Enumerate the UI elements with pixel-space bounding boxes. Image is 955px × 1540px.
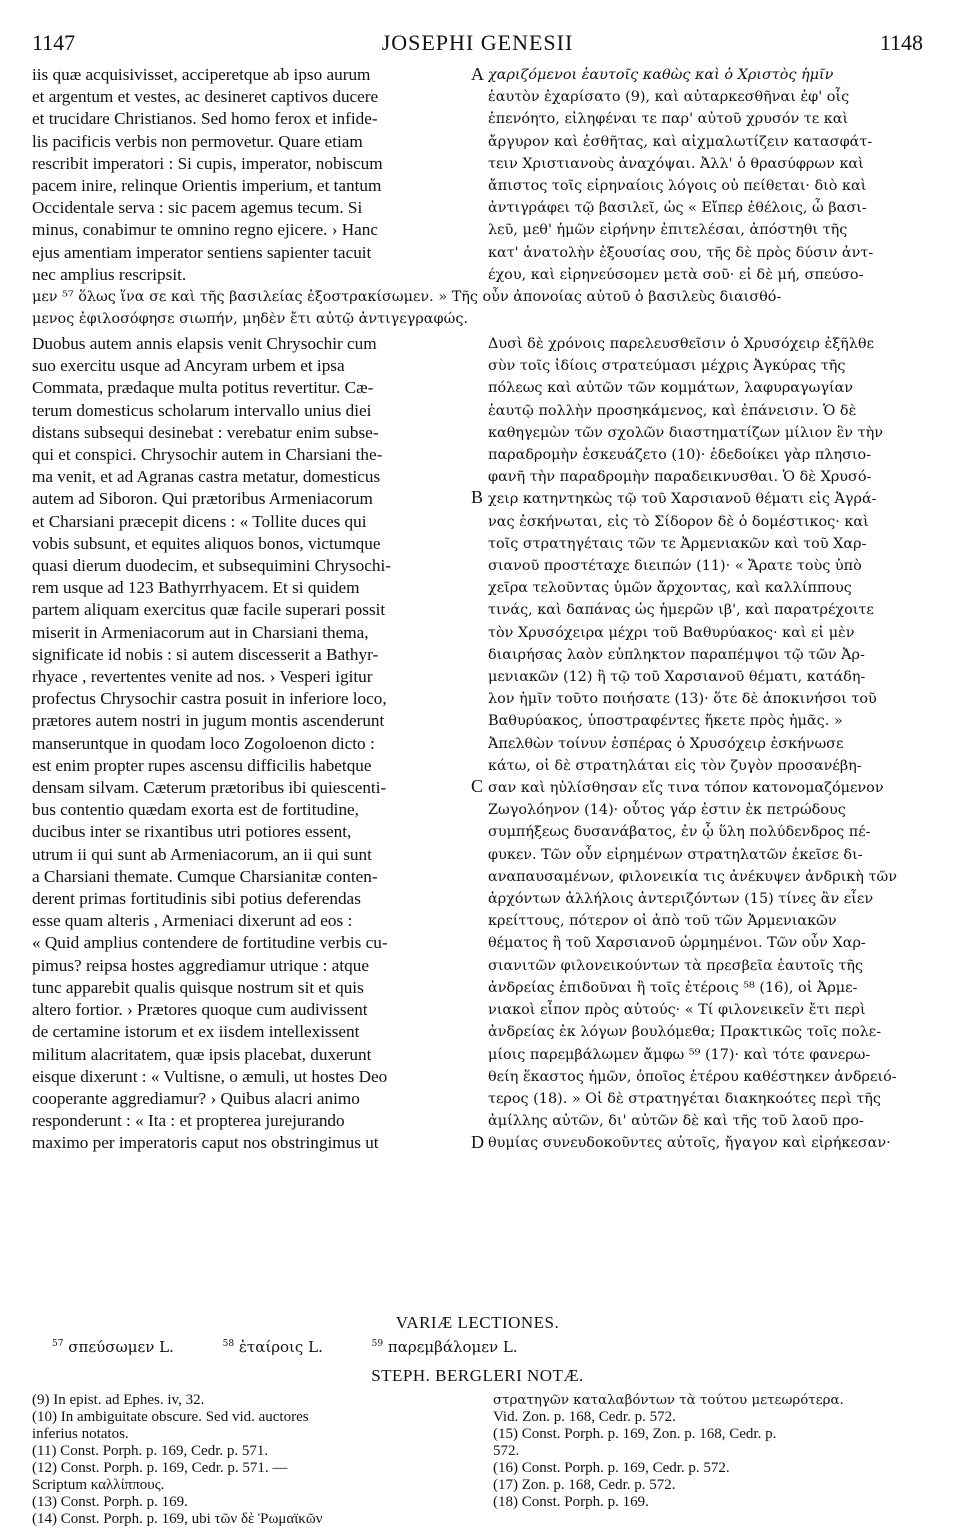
variae-heading: VARIÆ LECTIONES. bbox=[395, 1313, 560, 1332]
greek-line: μενιακῶν (12) ἢ τῷ τοῦ Χαρσιανοῦ θέματι, κατάδη- bbox=[488, 669, 866, 686]
greek-line: θυμίας συνευδοκοῦντες αὐτοῖς, ἤγαγον καὶ εἰρήκεσαν· bbox=[488, 1135, 891, 1152]
latin-line: Commata, prædaque multa potitus revertitur. Cæ- bbox=[32, 378, 374, 398]
latin-line: rem usque ad 123 Bathyrrhyacem. Et si quidem bbox=[32, 578, 360, 598]
variant-item: $^{59}$ παρεμβάλομεν L. bbox=[371, 1338, 518, 1356]
latin-line: pacem inire, relinque Orientis imperium, et tantum bbox=[32, 176, 382, 196]
greek-line: σαν καὶ ηὐλίσθησαν εἴς τινα τόπον κατονομαζόμενον bbox=[488, 780, 884, 797]
latin-line: partem aliquam exercitus quæ facile superari possit bbox=[32, 600, 386, 620]
latin-line: responderunt : « Ita : et propterea jurejurando bbox=[32, 1111, 345, 1131]
greek-line: κατ' ἀνατολὴν ἐξουσίας σου, τῆς δὲ πρὸς δύσιν ἀντ- bbox=[488, 244, 874, 261]
latin-column-main bbox=[32, 333, 470, 1155]
latin-line: ma venit, et ad Agranas castra metatur, domesticus bbox=[32, 467, 381, 487]
note-line: (11) Const. Porph. p. 169, Cedr. p. 571. bbox=[32, 1443, 269, 1459]
greek-line: λεῦ, μεθ' ἡμῶν εἰρήνην ἐπιτελέσαι, ἀπόστηθι τῆς bbox=[488, 222, 848, 239]
notae-heading: STEPH. BERGLERI NOTÆ. bbox=[371, 1366, 584, 1385]
variant-item: $^{58}$ ἑταίροις L. bbox=[222, 1338, 323, 1356]
latin-line: derent primas fortitudinis sibi potius deferendas bbox=[32, 889, 361, 909]
greek-line: Βαθυρύακος, ὑποστραφέντες ἥκετε πρὸς ἡμᾶς. » bbox=[488, 713, 843, 730]
latin-line: miserit in Armeniacorum aut in Charsiani thema, bbox=[32, 622, 369, 642]
note-line: (14) Const. Porph. p. 169, ubi τῶν δὲ Ῥωμαϊκῶν bbox=[32, 1511, 323, 1527]
greek-line: τερος (18). » Οἱ δὲ στρατηγέται διακηκοότες περὶ τῆς bbox=[488, 1090, 881, 1107]
notes-left-column bbox=[32, 1392, 472, 1528]
greek-line: Δυσὶ δὲ χρόνοις παρελευσθεῖσιν ὁ Χρυσόχειρ ἐξῆλθε bbox=[488, 336, 875, 352]
latin-line: distans subsequi desinebat : verebatur enim subse- bbox=[32, 422, 379, 442]
latin-line: a Charsiani themate. Cumque Charsianitæ conten- bbox=[32, 866, 378, 886]
latin-line: densam silvam. Cæterum prætoribus ibi quiescenti- bbox=[32, 778, 387, 798]
latin-line: quasi dierum duodecim, et subsequimini Chrysochi- bbox=[32, 556, 391, 576]
latin-line: rescribit imperatori : Si cupis, imperator, nobiscum bbox=[32, 153, 383, 173]
running-header bbox=[32, 30, 923, 60]
greek-line: παραδρομὴν ἐσκευάζετο (10)· ἐδεδοίκει γὰρ πλησιο- bbox=[488, 447, 872, 464]
latin-line: significate id nobis : si autem discesserit a Bathyr- bbox=[32, 644, 379, 664]
latin-line: Duobus autem annis elapsis venit Chrysochir cum bbox=[32, 334, 377, 353]
latin-line: et Charsiani præcepit dicens : « Tollite duces qui bbox=[32, 511, 367, 531]
latin-column-top bbox=[32, 64, 470, 286]
greek-line: Ζωγολόηνον (14)· οὗτος γάρ ἐστιν ἐκ πετρώδους bbox=[488, 802, 846, 819]
latin-line: utrum ii qui sunt ab Armeniacorum, an ii qui sunt bbox=[32, 844, 372, 864]
notes-right-column bbox=[493, 1392, 928, 1511]
greek-line: χεῖρα τελοῦντας ὑμῶν ἄρχοντας, καὶ καλλίππους bbox=[488, 580, 852, 597]
note-line: στρατηγῶν καταλαβόντων τὰ τούτου μετεωρότερα. bbox=[493, 1393, 844, 1408]
greek-line: ἑαυτὸν ἐχαρίσατο (9), καὶ αὐταρκεσθῆναι ἐφ' οἷς bbox=[488, 89, 850, 106]
latin-line: de certamine istorum et ex iisdem intellexissent bbox=[32, 1022, 360, 1042]
greek-line: φανῆ τὴν παραδρομὴν παραδεικνυσθαι. Ὁ δὲ Χρυσό- bbox=[488, 469, 872, 486]
greek-line: ἀνδρείας ἐκ λόγων βουλόμεθα; Πρακτικῶς τοῖς πολε- bbox=[488, 1024, 882, 1041]
greek-line: συμπήξεως δυσανάβατος, ἐν ᾧ ὕλη πολύδενδρος πέ- bbox=[488, 824, 871, 841]
greek-line: νας ἐσκήνωται, εἰς τὸ Σίδορον δὲ ὁ δομέστικος· καὶ bbox=[488, 513, 869, 530]
page-number-right: 1148 bbox=[879, 30, 923, 55]
latin-line: tunc apparebit qualis quisque nostrum sit et quis bbox=[32, 977, 364, 997]
margin-letter-b: B bbox=[471, 487, 484, 507]
greek-line: κρείττους, πότερον οἱ ἀπὸ τοῦ τῶν Ἀρμενιακῶν bbox=[488, 913, 837, 930]
latin-line: altero fortior. › Prætores quoque cum audivissent bbox=[32, 1000, 368, 1020]
latin-line: maximo per imperatoris caput nos obstringimus ut bbox=[32, 1133, 379, 1153]
greek-line: ἀμίλλης αὐτῶν, δι' αὐτῶν δὲ καὶ τῆς τοῦ λαοῦ προ- bbox=[488, 1113, 864, 1130]
latin-line: cooperante aggrediamur? › Quibus alacri animo bbox=[32, 1088, 360, 1108]
greek-line: νιακοὶ εἶπον πρὸς αὐτούς· « Τί φιλονεικεῖν ἔτι περὶ bbox=[488, 1002, 866, 1019]
greek-line: σὺν τοῖς ἰδίοις στρατεύμασι μέχρις Ἀγκύρας τῆς bbox=[488, 358, 846, 375]
margin-letter-c: C bbox=[471, 776, 484, 796]
note-line: 572. bbox=[493, 1443, 520, 1459]
latin-line: et argentum et vestes, ac desineret captivos ducere bbox=[32, 87, 379, 107]
greek-line: ἀντιγράφει τῷ βασιλεῖ, ὡς « Εἴπερ ἐθέλοις, ὦ βασι- bbox=[488, 200, 867, 217]
greek-line: ἄργυρον καὶ ἐσθῆτας, καὶ αἰχμαλωτίζειν κατασφάτ- bbox=[488, 133, 873, 150]
latin-line: nec amplius rescripsit. bbox=[32, 264, 187, 284]
greek-line: θείη ἕκαστος ἡμῶν, ὁποῖος ἑτέρου καθέστηκεν ἀνδρειό- bbox=[488, 1068, 897, 1085]
greek-line: τινάς, καὶ δαπάνας ὡς ἡμερῶν ιβ', καὶ παρατρέχοιτε bbox=[488, 602, 874, 619]
latin-line: ducibus inter se rixantibus utri potiores essent, bbox=[32, 822, 352, 842]
variae-list bbox=[52, 1338, 562, 1356]
note-line: Scriptum καλλίππους. bbox=[32, 1477, 165, 1493]
greek-line: έχου, καὶ εἰρηνεύσομεν μετὰ σοῦ· εἰ δὲ μή, σπεύσο- bbox=[488, 266, 864, 283]
note-line: (10) In ambiguitate obscure. Sed vid. auctores bbox=[32, 1409, 309, 1425]
greek-line: ἀρχόντων ἀλλήλοις ἀντεριζόντων (15) τίνες ἂν εἶεν bbox=[488, 891, 874, 908]
variant-item: $^{57}$ σπεύσωμεν L. bbox=[52, 1338, 174, 1356]
greek-line: σιανιτῶν φιλονεικούντων τὰ πρεσβεῖα ἑαυτοῖς τῆς bbox=[488, 957, 864, 974]
greek-full-width bbox=[32, 286, 927, 330]
latin-line: suo exercitu usque ad Ancyram urbem et ipsa bbox=[32, 356, 345, 376]
greek-line: τὸν Χρυσόχειρα μέχρι τοῦ Βαθυρύακος· καὶ εἰ μὲν bbox=[488, 624, 855, 641]
greek-line: τειν Χριστιανοὺς ἀναχόψαι. Ἀλλ' ὁ θρασύφρων καὶ bbox=[488, 155, 864, 172]
latin-line: autem ad Siboron. Qui prætoribus Armeniacorum bbox=[32, 489, 373, 509]
latin-line: pimus? reipsa hostes aggrediamur utrique : atque bbox=[32, 955, 369, 975]
note-line: (13) Const. Porph. p. 169. bbox=[32, 1494, 188, 1510]
latin-line: et trucidare Christianos. Sed homo ferox et infide- bbox=[32, 109, 378, 129]
note-line: (16) Const. Porph. p. 169, Cedr. p. 572. bbox=[493, 1460, 730, 1476]
latin-line: qui et conspici. Chrysochir autem in Charsiani the- bbox=[32, 445, 383, 465]
note-line: (12) Const. Porph. p. 169, Cedr. p. 571. — bbox=[32, 1460, 288, 1476]
latin-line: minus, conabimur te omnino regno ejicere. › Hanc bbox=[32, 220, 379, 240]
greek-line: φυκεν. Τῶν οὖν εἰρημένων στρατηλατῶν ἐκεῖσε δι- bbox=[488, 846, 863, 863]
greek-line: τοῖς στρατηγέταις τῶν τε Ἀρμενιακῶν καὶ τοῦ Χαρ- bbox=[488, 535, 867, 552]
greek-column-top bbox=[488, 64, 928, 286]
latin-line: manseruntque in quodam loco Zogoloenon dicto : bbox=[32, 733, 375, 753]
latin-line: vobis subsunt, et equites aliquos bonos, victumque bbox=[32, 533, 381, 553]
margin-letter-a: A bbox=[471, 64, 484, 84]
latin-line: eisque dixerunt : « Vultisne, o æmuli, ut hostes Deo bbox=[32, 1066, 388, 1086]
latin-line: iis quæ acquisivisset, acciperetque ab ipso aurum bbox=[32, 65, 371, 84]
greek-line: σιανοῦ προστέταχε διειπών (11)· « Ἄρατε τοὺς ὑπὸ bbox=[488, 558, 862, 575]
note-line: (15) Const. Porph. p. 169, Zon. p. 168, Cedr. p. bbox=[493, 1426, 777, 1442]
greek-line: μίοις παρεμβάλωμεν ἄμφω ⁵⁹ (17)· καὶ τότε φανερω- bbox=[488, 1046, 871, 1063]
page-number-left: 1147 bbox=[32, 30, 76, 55]
greek-line: κάτω, οἱ δὲ στρατηλάται εἰς τὸν ζυγὸν προσανέβη- bbox=[488, 757, 862, 774]
latin-line: « Quid amplius contendere de fortitudine verbis cu- bbox=[32, 933, 388, 953]
greek-line: διαιρήσας λαὸν εὐπληκτον παραπέμψοι τῷ τῶν Ἀρ- bbox=[488, 646, 865, 663]
greek-line: αναπαυσαμένων, φιλονεικία τις ἀνέκυψεν ἀνδρικὴ τῶν bbox=[488, 868, 897, 885]
latin-line: profectus Chrysochir castra posuit in inferiore loco, bbox=[32, 689, 387, 709]
note-line: (9) In epist. ad Ephes. iv, 32. bbox=[32, 1392, 205, 1408]
note-line: (18) Const. Porph. p. 169. bbox=[493, 1494, 649, 1510]
greek-line: ἑαυτῷ πολλὴν προσηκάμενος, καὶ ἐπάνεισιν. Ὁ δὲ bbox=[488, 402, 857, 419]
latin-line: militum alacritatem, quæ ipsis placebat, duxerunt bbox=[32, 1044, 372, 1064]
greek-column-main bbox=[488, 333, 928, 1155]
greek-line: ἀνδρείας ἐπιδοῦναι ἢ τοῖς ἑτέροις ⁵⁸ (16), οἱ Ἀρμε- bbox=[488, 979, 858, 996]
latin-line: Occidentale serva : sic pacem agemus tecum. Si bbox=[32, 198, 363, 218]
greek-line: καθηγεμὼν τῶν σχολῶν διαστηματίζων μίλιον ἓν τὴν bbox=[488, 424, 883, 441]
latin-line: est enim propter rupes ascensu difficilis habetque bbox=[32, 755, 372, 775]
greek-line: πόλεως καὶ αὐτῶν τῶν κομμάτων, λαφυραγωγίαν bbox=[488, 380, 854, 397]
greek-line: μεν ⁵⁷ ὅλως ἵνα σε καὶ τῆς βασιλείας ἐξοστρακίσωμεν. » Τῆς οὖν ἀπονοίας αὐτοῦ ὁ βασιλεὺς διαισθό- bbox=[32, 289, 782, 305]
margin-letter-d: D bbox=[471, 1132, 484, 1152]
greek-line: Ἀπελθὼν τοίνυν ἑσπέρας ὁ Χρυσόχειρ ἐσκήνωσε bbox=[488, 735, 844, 752]
latin-line: bus contentio quædam exorta est de fortitudine, bbox=[32, 800, 359, 820]
latin-line: prætores autem nostri in jugum montis ascenderunt bbox=[32, 711, 385, 731]
latin-line: esse quam alteris , Armeniaci dixerunt ad eos : bbox=[32, 911, 353, 931]
latin-line: rhyace , revertentes venite ad nos. › Vesperi igitur bbox=[32, 667, 373, 687]
note-line: inferius notatos. bbox=[32, 1426, 129, 1442]
greek-line: ἄπιστος τοῖς εἰρηναίοις λόγοις οὐ πείθεται· διὸ καὶ bbox=[488, 178, 867, 195]
greek-line: χαριζόμενοι ἑαυτοῖς καθὼς καὶ ὁ Χριστὸς ἡμῖν bbox=[488, 67, 834, 83]
greek-line: ἐπενόητο, εἰληφέναι τε παρ' αὐτοῦ χρυσόν τε καὶ bbox=[488, 111, 849, 128]
note-line: (17) Zon. p. 168, Cedr. p. 572. bbox=[493, 1477, 676, 1493]
greek-line: μενος ἐφιλοσόφησε σιωπήν, μηδὲν ἔτι αὐτῷ ἀντιγεγραφώς. bbox=[32, 311, 468, 327]
latin-line: terum domesticus scholarum intervallo unius diei bbox=[32, 400, 372, 420]
greek-line: χειρ κατηντηκὼς τῷ τοῦ Χαρσιανοῦ θέματι εἰς Ἀγρά- bbox=[488, 491, 877, 508]
running-title: JOSEPHI GENESII bbox=[381, 30, 574, 55]
greek-line: θέματος ἢ τοῦ Χαρσιανοῦ ὡρμημένοι. Τῶν οὖν Χαρ- bbox=[488, 935, 866, 952]
greek-line: λον ἡμῖν τοῦτο ποιήσατε (13)· ὅτε δὲ ἀποκινήσοι τοῦ bbox=[488, 691, 877, 708]
note-line: Vid. Zon. p. 168, Cedr. p. 572. bbox=[493, 1409, 676, 1425]
latin-line: lis pacificis verbis non permovetur. Quare etiam bbox=[32, 131, 363, 151]
latin-line: ejus amentiam imperator sentiens sapienter tacuit bbox=[32, 242, 372, 262]
